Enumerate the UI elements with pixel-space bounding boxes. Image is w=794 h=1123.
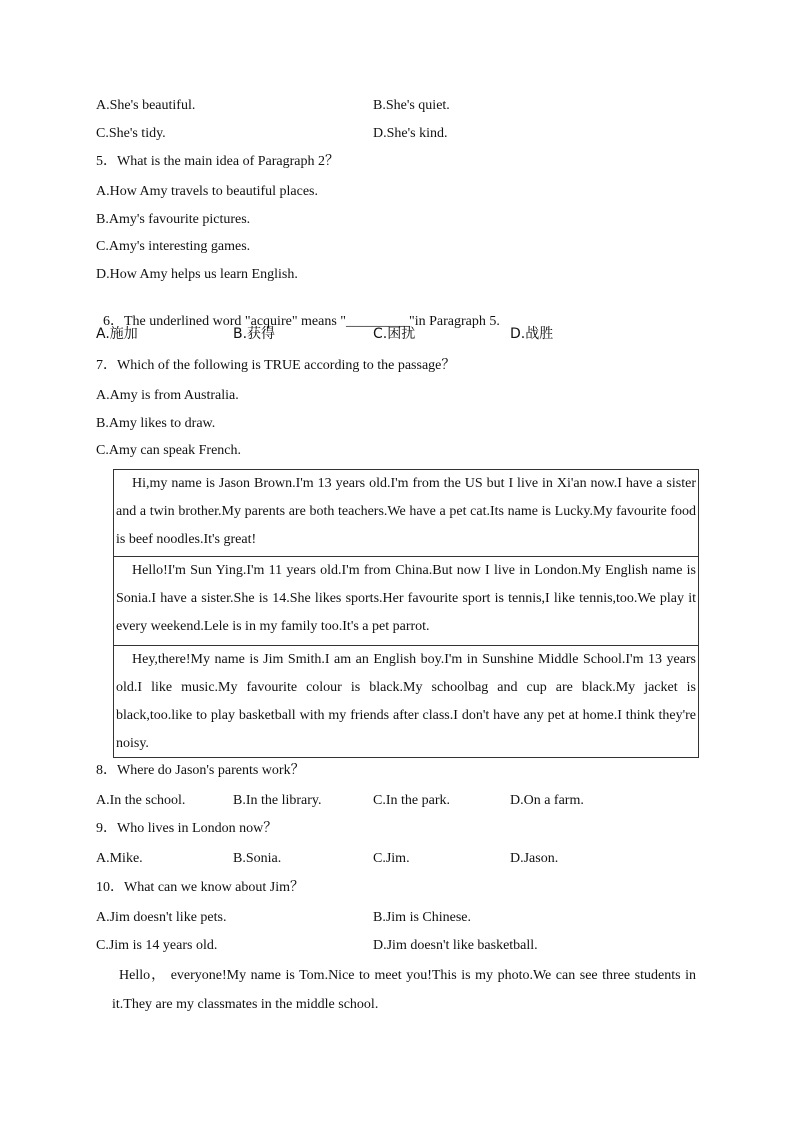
q7-question: 7．Which of the following is TRUE according to the passage？ — [96, 358, 456, 373]
q8-option-a: A.In the school. — [96, 793, 186, 808]
q5-option-a: A.How Amy travels to beautiful places. — [96, 184, 319, 199]
q4-option-c: C.She's tidy. — [96, 126, 166, 141]
q5-question: 5．What is the main idea of Paragraph 2？ — [96, 154, 339, 169]
q9-option-a: A.Mike. — [96, 851, 143, 866]
q9-question: 9．Who lives in London now？ — [96, 821, 278, 836]
passage-table — [113, 469, 699, 758]
q8-option-d: D.On a farm. — [510, 793, 584, 808]
q9-option-d: D.Jason. — [510, 851, 559, 866]
q6-question — [96, 295, 500, 331]
passage-jim: Hey,there!My name is Jim Smith.I am an English boy.I'm in Sunshine Middle School.I'm 13 years old.I like music.My favourite colour is black.My schoolbag and cup are black.My jacket is black,too.like to play basketball with my friends after class.I don't have any pet at home.I think they're noisy. — [116, 652, 696, 751]
q6-question-suffix: "in Paragraph 5. — [409, 314, 500, 329]
q7-option-a: A.Amy is from Australia. — [96, 388, 239, 403]
q7-option-c: C.Amy can speak French. — [96, 443, 242, 458]
q5-option-d: D.How Amy helps us learn English. — [96, 267, 298, 282]
q10-option-c: C.Jim is 14 years old. — [96, 938, 218, 953]
q10-question: 10．What can we know about Jim？ — [96, 880, 305, 895]
intro-paragraph — [112, 961, 696, 1019]
q8-question: 8．Where do Jason's parents work？ — [96, 763, 305, 778]
q8-option-b: B.In the library. — [233, 793, 322, 808]
q10-option-d: D.Jim doesn't like basketball. — [373, 938, 538, 953]
q5-option-c: C.Amy's interesting games. — [96, 239, 251, 254]
q5-option-b: B.Amy's favourite pictures. — [96, 212, 251, 227]
q9-option-b: B.Sonia. — [233, 851, 282, 866]
q10-option-b: B.Jim is Chinese. — [373, 910, 472, 925]
passage-cell-jason — [114, 470, 698, 556]
q4-option-d: D.She's kind. — [373, 126, 448, 141]
q4-option-a: A.She's beautiful. — [96, 98, 196, 113]
q10-option-a: A.Jim doesn't like pets. — [96, 910, 227, 925]
q8-option-c: C.In the park. — [373, 793, 450, 808]
passage-cell-jim — [114, 645, 698, 757]
q4-option-b: B.She's quiet. — [373, 98, 450, 113]
q6-question-prefix: 6．The underlined word "acquire" means " — [103, 314, 347, 329]
q9-option-c: C.Jim. — [373, 851, 410, 866]
passage-jason: Hi,my name is Jason Brown.I'm 13 years old.I'm from the US but I live in Xi'an now.I have a sister and a twin brother.My parents are both teachers.We have a pet cat.Its name is Lucky.My favourite food is beef noodles.It's great! — [116, 476, 696, 547]
q6-option-b: B.获得 — [233, 326, 276, 342]
q6-option-c: C.困扰 — [373, 326, 416, 342]
intro-paragraph-text: Hello， everyone!My name is Tom.Nice to meet you!This is my photo.We can see three students in it.They are my classmates in the middle school. — [112, 968, 696, 1012]
passage-sun-ying: Hello!I'm Sun Ying.I'm 11 years old.I'm from China.But now I live in London.My English name is Sonia.I have a sister.She is 14.She likes sports.Her favourite sport is tennis,I like tennis,too.We play it every weekend.Lele is in my family too.It's a pet parrot. — [116, 563, 696, 634]
passage-cell-sun-ying — [114, 556, 698, 645]
q6-option-a: A.施加 — [96, 326, 138, 342]
q6-option-d: D.战胜 — [510, 326, 554, 342]
q7-option-b: B.Amy likes to draw. — [96, 416, 216, 431]
q6-blank: _________ — [346, 314, 410, 329]
